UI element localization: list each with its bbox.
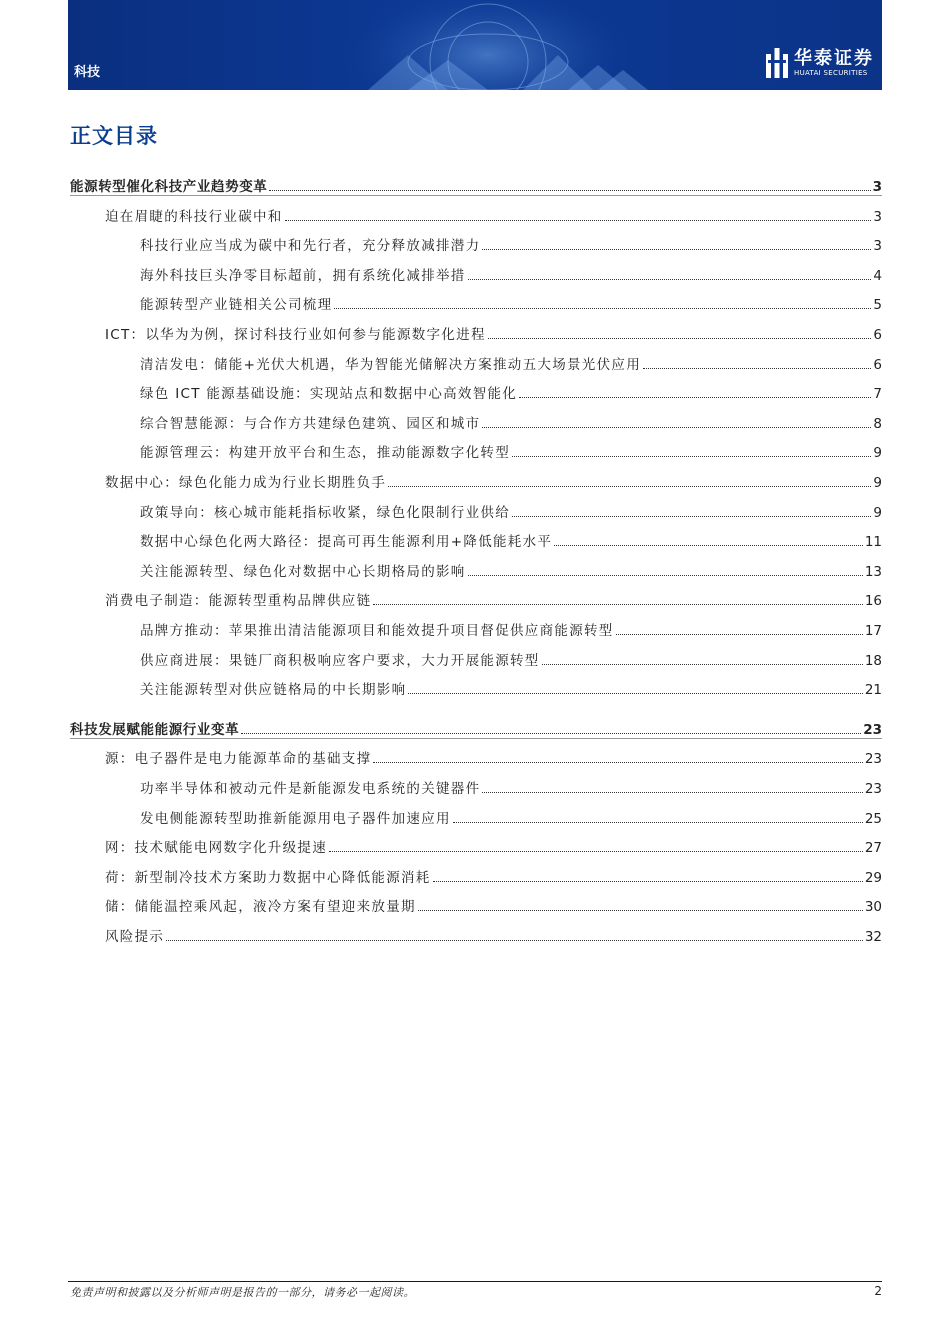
toc-leader-dots	[519, 396, 871, 398]
toc-entry-page: 6	[873, 356, 882, 373]
toc-entry-page: 5	[873, 297, 882, 314]
toc-entry-page: 25	[864, 810, 882, 827]
toc-leader-dots	[512, 455, 871, 457]
toc-entry-page: 29	[864, 869, 882, 886]
toc-entry[interactable]	[70, 805, 882, 827]
toc-leader-dots	[512, 515, 871, 517]
toc-entry[interactable]	[70, 321, 882, 343]
logo-text-en: HUATAI SECURITIES	[794, 68, 868, 77]
toc-leader-dots	[388, 485, 871, 487]
toc-entry[interactable]	[70, 173, 882, 196]
toc-entry-label: 供应商进展：果链厂商积极响应客户要求，大力开展能源转型	[140, 652, 540, 669]
toc-entry-page: 3	[873, 238, 882, 255]
toc-leader-dots	[616, 633, 863, 635]
toc-entry-page: 32	[864, 929, 882, 945]
toc-leader-dots	[482, 426, 871, 428]
toc-entry-label: 综合智慧能源：与合作方共建绿色建筑、园区和城市	[140, 415, 481, 432]
toc-entry[interactable]	[70, 716, 882, 739]
toc-entry[interactable]	[70, 499, 882, 521]
huatai-logo	[766, 48, 874, 78]
toc-entry[interactable]	[70, 893, 882, 915]
toc-entry[interactable]	[70, 647, 882, 669]
toc-leader-dots	[373, 761, 862, 763]
toc-entry-label: 迫在眉睫的科技行业碳中和	[105, 208, 283, 225]
toc-leader-dots	[408, 692, 862, 694]
toc-entry[interactable]	[70, 232, 882, 254]
toc-entry-page: 23	[863, 721, 882, 738]
toc-entry-label: 网：技术赋能电网数字化升级提速	[105, 840, 327, 857]
toc-entry-label: 能源管理云：构建开放平台和生态，推动能源数字化转型	[140, 445, 510, 462]
page-number: 2	[874, 1284, 882, 1298]
toc-leader-dots	[482, 791, 862, 793]
toc-leader-dots	[418, 909, 863, 911]
toc-leader-dots	[433, 880, 863, 882]
toc-entry[interactable]	[70, 923, 882, 945]
toc-entry-label: 能源转型催化科技产业趋势变革	[70, 179, 268, 195]
toc-entry-label: 发电侧能源转型助推新能源用电子器件加速应用	[140, 810, 451, 827]
toc-entry[interactable]	[70, 469, 882, 491]
toc-entry-label: 政策导向：核心城市能耗指标收紧，绿色化限制行业供给	[140, 504, 510, 521]
toc-entry-label: ICT：以华为为例，探讨科技行业如何参与能源数字化进程	[105, 327, 486, 343]
toc-leader-dots	[241, 732, 861, 734]
toc-entry-page: 23	[864, 781, 882, 797]
toc-entry[interactable]	[70, 617, 882, 639]
toc-entry[interactable]	[70, 864, 882, 886]
toc-entry-label: 品牌方推动：苹果推出清洁能源项目和能效提升项目督促供应商能源转型	[140, 623, 614, 639]
toc-entry-page: 9	[873, 475, 882, 491]
toc-entry-label: 数据中心绿色化两大路径：提高可再生能源利用+降低能耗水平	[140, 534, 553, 551]
page-header	[68, 0, 882, 90]
toc-entry-page: 27	[864, 840, 882, 857]
toc-leader-dots	[488, 337, 872, 339]
toc-entry[interactable]	[70, 558, 882, 580]
logo-text-cn: 华泰证券	[794, 47, 874, 69]
toc-entry-label: 储：储能温控乘风起，液冷方案有望迎来放量期	[105, 899, 416, 916]
header-decoration	[68, 0, 882, 90]
section-label: 科技	[74, 65, 101, 80]
toc-entry-page: 9	[873, 445, 882, 462]
toc-entry-page: 9	[873, 504, 882, 521]
toc-entry-label: 关注能源转型对供应链格局的中长期影响	[140, 682, 407, 699]
toc-leader-dots	[468, 278, 872, 280]
toc-entry[interactable]	[70, 262, 882, 284]
toc-leader-dots	[329, 850, 863, 852]
toc-entry[interactable]	[70, 587, 882, 609]
toc-entry-page: 8	[873, 415, 882, 432]
toc-entry-page: 18	[864, 652, 882, 669]
toc-entry-page: 13	[864, 563, 882, 580]
footer-divider	[68, 1281, 882, 1282]
toc-entry[interactable]	[70, 203, 882, 225]
toc-entry[interactable]	[70, 676, 882, 698]
toc-entry-page: 3	[873, 208, 882, 225]
toc-entry[interactable]	[70, 775, 882, 797]
toc-entry[interactable]	[70, 380, 882, 402]
toc-leader-dots	[166, 939, 863, 941]
toc-entry-page: 7	[873, 386, 882, 403]
toc-leader-dots	[542, 663, 863, 665]
toc-entry-label: 科技发展赋能能源行业变革	[70, 721, 240, 738]
toc-leader-dots	[453, 821, 863, 823]
toc-entry[interactable]	[70, 745, 882, 767]
toc-entry-label: 功率半导体和被动元件是新能源发电系统的关键器件	[140, 781, 481, 797]
toc-entry-label: 科技行业应当成为碳中和先行者，充分释放减排潜力	[140, 238, 481, 255]
toc-entry-page: 3	[872, 179, 882, 195]
toc-entry-label: 消费电子制造：能源转型重构品牌供应链	[105, 593, 372, 610]
toc-entry-page: 11	[864, 534, 882, 551]
toc-entry-label: 能源转型产业链相关公司梳理	[140, 297, 333, 314]
huatai-logo-icon	[766, 48, 788, 78]
toc-entry[interactable]	[70, 351, 882, 373]
toc-entry[interactable]	[70, 834, 882, 856]
toc-entry-label: 荷：新型制冷技术方案助力数据中心降低能源消耗	[105, 869, 431, 886]
toc-entry-page: 30	[864, 899, 882, 916]
toc-leader-dots	[643, 367, 871, 369]
toc-leader-dots	[334, 307, 871, 309]
toc-entry[interactable]	[70, 439, 882, 461]
toc-entry-page: 17	[864, 623, 882, 639]
toc-entry-label: 清洁发电：储能+光伏大机遇，华为智能光储解决方案推动五大场景光伏应用	[140, 356, 642, 373]
toc-leader-dots	[269, 189, 870, 191]
toc-entry-label: 绿色 ICT 能源基础设施：实现站点和数据中心高效智能化	[140, 386, 518, 403]
toc-leader-dots	[285, 219, 872, 221]
toc-entry-page: 4	[873, 267, 882, 284]
toc-entry-page: 6	[873, 327, 882, 343]
toc-entry-label: 关注能源转型、绿色化对数据中心长期格局的影响	[140, 563, 466, 580]
footer-disclaimer: 免责声明和披露以及分析师声明是报告的一部分，请务必一起阅读。	[70, 1286, 415, 1299]
toc-entry[interactable]	[70, 291, 882, 313]
toc-entry-page: 16	[864, 593, 882, 610]
toc-entry-page: 21	[864, 682, 882, 699]
toc-entry[interactable]	[70, 410, 882, 432]
toc-entry-page: 23	[864, 751, 882, 768]
toc-leader-dots	[373, 603, 862, 605]
toc-entry-label: 数据中心：绿色化能力成为行业长期胜负手	[105, 475, 387, 491]
toc-entry-label: 海外科技巨头净零目标超前，拥有系统化减排举措	[140, 267, 466, 284]
toc-leader-dots	[468, 574, 863, 576]
toc-entry[interactable]	[70, 528, 882, 550]
toc-leader-dots	[554, 544, 863, 546]
toc-leader-dots	[482, 248, 871, 250]
toc-title: 正文目录	[70, 124, 158, 148]
toc-entry-label: 源：电子器件是电力能源革命的基础支撑	[105, 751, 372, 768]
toc-entry-label: 风险提示	[105, 929, 165, 945]
